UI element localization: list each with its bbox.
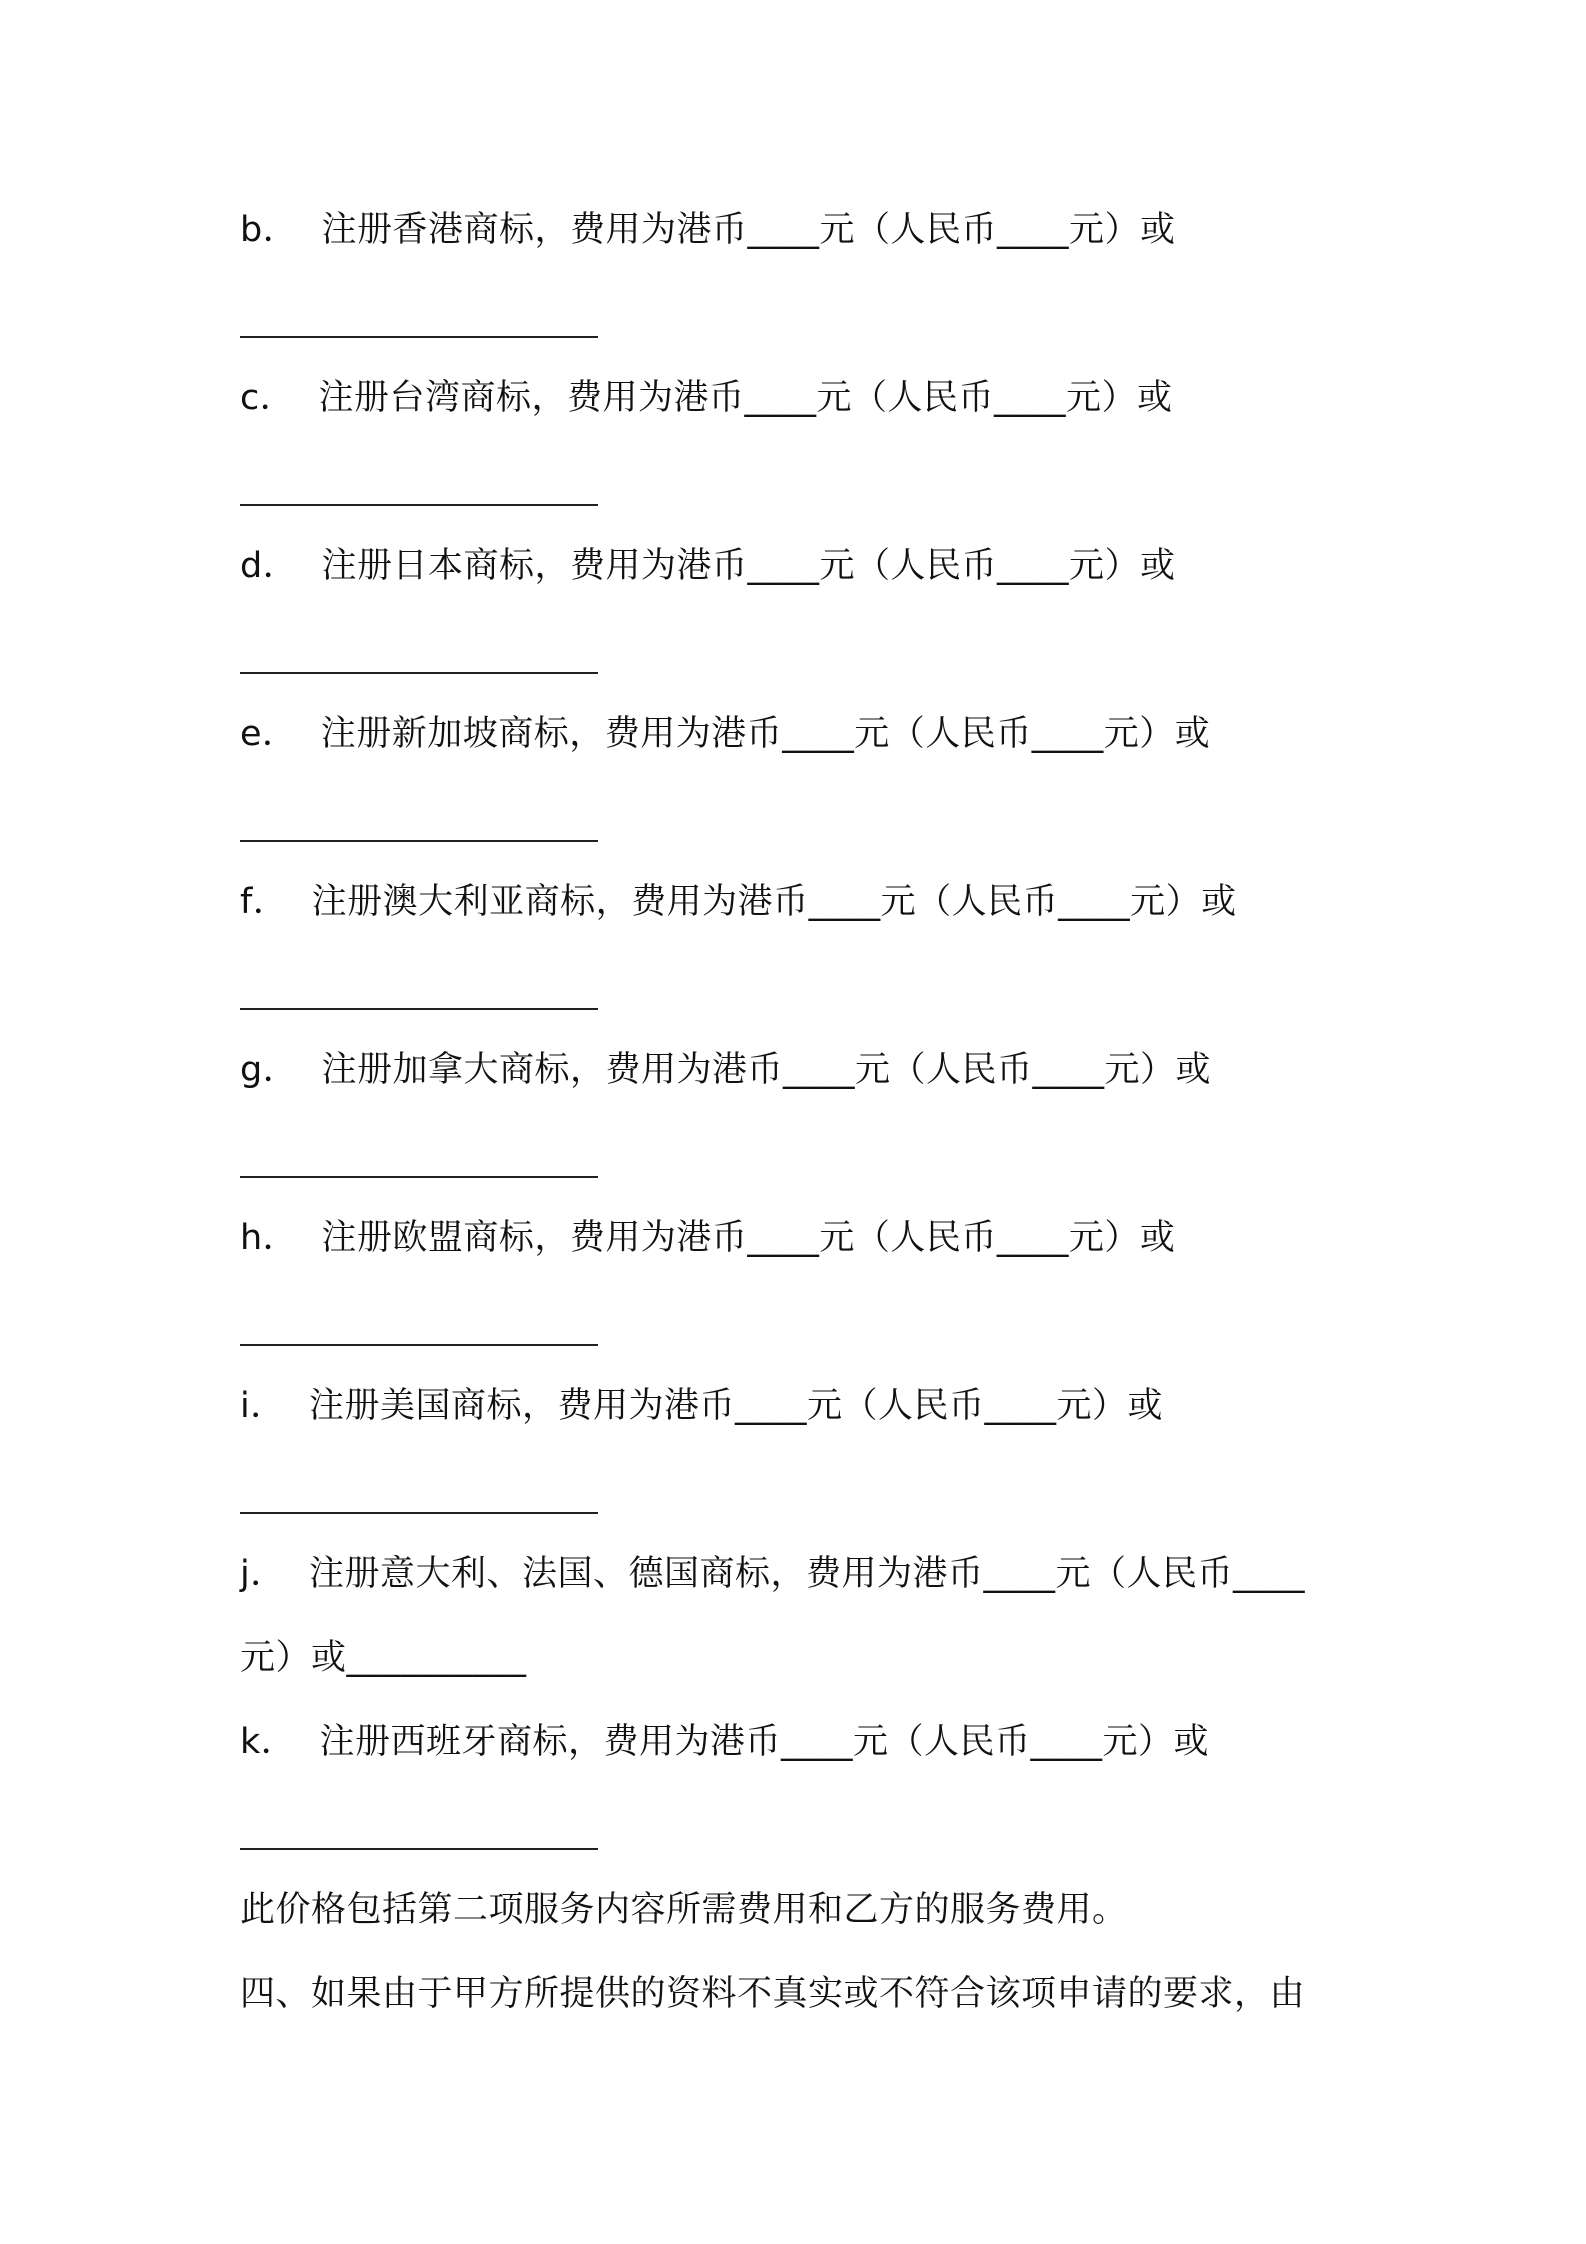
item-c-line: c． 注册台湾商标，费用为港币____元（人民币____元）或 [240,378,1173,418]
item-b-blank [240,336,598,338]
item-k-line: k． 注册西班牙商标，费用为港币____元（人民币____元）或 [240,1722,1210,1762]
item-i-line: i． 注册美国商标，费用为港币____元（人民币____元）或 [240,1386,1163,1426]
item-b-line: b． 注册香港商标，费用为港币____元（人民币____元）或 [240,210,1176,250]
item-i-blank [240,1512,598,1514]
item-d-blank [240,672,598,674]
item-h-line: h． 注册欧盟商标，费用为港币____元（人民币____元）或 [240,1218,1176,1258]
item-f-line: f． 注册澳大利亚商标，费用为港币____元（人民币____元）或 [240,882,1237,922]
item-h-blank [240,1344,598,1346]
price-note: 此价格包括第二项服务内容所需费用和乙方的服务费用。 [240,1890,1128,1930]
item-e-line: e． 注册新加坡商标，费用为港币____元（人民币____元）或 [240,714,1211,754]
item-j-line-1: j． 注册意大利、法国、德国商标，费用为港币____元（人民币____ [240,1554,1305,1594]
clause-four: 四、如果由于甲方所提供的资料不真实或不符合该项申请的要求，由 [240,1974,1306,2014]
item-d-line: d． 注册日本商标，费用为港币____元（人民币____元）或 [240,546,1176,586]
item-g-blank [240,1176,598,1178]
item-e-blank [240,840,598,842]
item-c-blank [240,504,598,506]
item-g-line: g． 注册加拿大商标，费用为港币____元（人民币____元）或 [240,1050,1211,1090]
item-k-blank [240,1848,598,1850]
item-f-blank [240,1008,598,1010]
item-j-line-2: 元）或__________ [240,1638,527,1678]
